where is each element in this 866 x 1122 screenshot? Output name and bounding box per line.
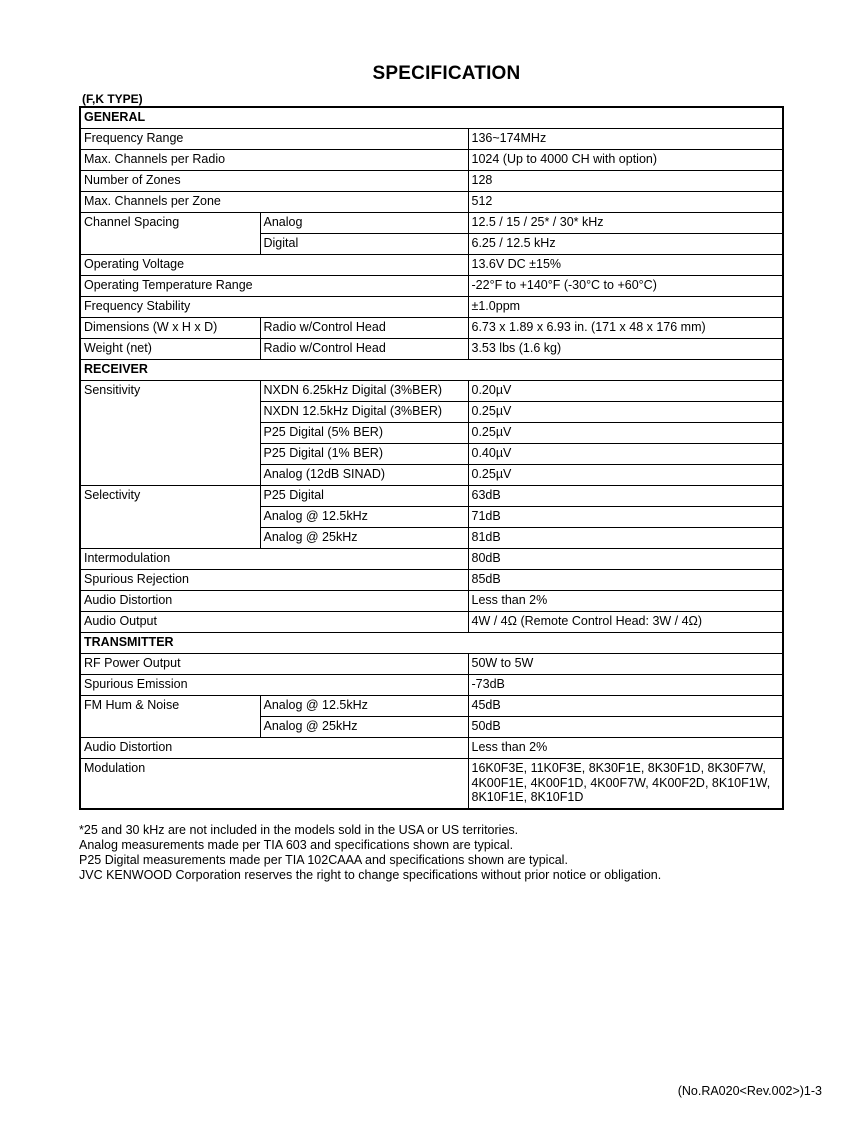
table-row bbox=[80, 675, 783, 696]
row-value: 0.40µV bbox=[468, 444, 783, 465]
row-value: 512 bbox=[468, 192, 783, 213]
row-label: Dimensions (W x H x D) bbox=[80, 318, 260, 339]
row-sublabel: Radio w/Control Head bbox=[260, 318, 468, 339]
row-sublabel: NXDN 12.5kHz Digital (3%BER) bbox=[260, 402, 468, 423]
row-value: Less than 2% bbox=[468, 591, 783, 612]
section-transmitter bbox=[80, 633, 783, 654]
row-value: 50W to 5W bbox=[468, 654, 783, 675]
table-row bbox=[80, 318, 783, 339]
row-label: Intermodulation bbox=[80, 549, 468, 570]
row-label: Spurious Rejection bbox=[80, 570, 468, 591]
row-sublabel: P25 Digital bbox=[260, 486, 468, 507]
row-sublabel: Radio w/Control Head bbox=[260, 339, 468, 360]
row-label: Selectivity bbox=[80, 486, 260, 549]
row-label: RF Power Output bbox=[80, 654, 468, 675]
row-label: Frequency Range bbox=[80, 129, 468, 150]
table-row bbox=[80, 255, 783, 276]
section-header: GENERAL bbox=[80, 107, 783, 129]
table-row bbox=[80, 192, 783, 213]
row-label: Sensitivity bbox=[80, 381, 260, 486]
row-sublabel: Analog @ 25kHz bbox=[260, 528, 468, 549]
row-value: 1024 (Up to 4000 CH with option) bbox=[468, 150, 783, 171]
table-row bbox=[80, 696, 783, 717]
row-value: 6.25 / 12.5 kHz bbox=[468, 234, 783, 255]
table-row bbox=[80, 570, 783, 591]
table-row bbox=[80, 297, 783, 318]
row-value: 3.53 lbs (1.6 kg) bbox=[468, 339, 783, 360]
section-header: TRANSMITTER bbox=[80, 633, 783, 654]
footnote: P25 Digital measurements made per TIA 102CAAA and specifications shown are typical. bbox=[79, 853, 568, 867]
table-row bbox=[80, 339, 783, 360]
row-value: 6.73 x 1.89 x 6.93 in. (171 x 48 x 176 mm) bbox=[468, 318, 783, 339]
table-row bbox=[80, 549, 783, 570]
table-row bbox=[80, 213, 783, 234]
page-footer: (No.RA020<Rev.002>)1-3 bbox=[677, 1084, 822, 1098]
spec-table bbox=[79, 106, 784, 810]
section-general bbox=[80, 107, 783, 129]
footnote: JVC KENWOOD Corporation reserves the right to change specifications without prior notice or obligation. bbox=[79, 868, 662, 882]
row-value: -22°F to +140°F (-30°C to +60°C) bbox=[468, 276, 783, 297]
row-sublabel: P25 Digital (5% BER) bbox=[260, 423, 468, 444]
row-label: Max. Channels per Zone bbox=[80, 192, 468, 213]
row-label: Operating Temperature Range bbox=[80, 276, 468, 297]
row-label: Channel Spacing bbox=[80, 213, 260, 255]
row-label: FM Hum & Noise bbox=[80, 696, 260, 738]
footnote: *25 and 30 kHz are not included in the models sold in the USA or US territories. bbox=[79, 823, 519, 837]
row-label: Audio Output bbox=[80, 612, 468, 633]
row-sublabel: Analog (12dB SINAD) bbox=[260, 465, 468, 486]
row-value: 0.25µV bbox=[468, 423, 783, 444]
table-row bbox=[80, 129, 783, 150]
table-row bbox=[80, 738, 783, 759]
section-receiver bbox=[80, 360, 783, 381]
row-label: Max. Channels per Radio bbox=[80, 150, 468, 171]
row-sublabel: NXDN 6.25kHz Digital (3%BER) bbox=[260, 381, 468, 402]
row-value: -73dB bbox=[468, 675, 783, 696]
row-label: Frequency Stability bbox=[80, 297, 468, 318]
row-value: Less than 2% bbox=[468, 738, 783, 759]
footnotes bbox=[79, 823, 661, 883]
table-row bbox=[80, 381, 783, 402]
row-value: 0.20µV bbox=[468, 381, 783, 402]
table-row bbox=[80, 759, 783, 809]
footnote: Analog measurements made per TIA 603 and specifications shown are typical. bbox=[79, 838, 514, 852]
page-title: SPECIFICATION bbox=[372, 63, 521, 84]
row-sublabel: P25 Digital (1% BER) bbox=[260, 444, 468, 465]
row-value: 45dB bbox=[468, 696, 783, 717]
table-row bbox=[80, 591, 783, 612]
row-value: 80dB bbox=[468, 549, 783, 570]
row-sublabel: Digital bbox=[260, 234, 468, 255]
row-value: 136~174MHz bbox=[468, 129, 783, 150]
table-row bbox=[80, 276, 783, 297]
row-label: Audio Distortion bbox=[80, 738, 468, 759]
row-label: Weight (net) bbox=[80, 339, 260, 360]
type-label: (F,K TYPE) bbox=[82, 92, 143, 106]
row-label: Spurious Emission bbox=[80, 675, 468, 696]
row-value: 12.5 / 15 / 25* / 30* kHz bbox=[468, 213, 783, 234]
row-value: 85dB bbox=[468, 570, 783, 591]
row-value: 0.25µV bbox=[468, 465, 783, 486]
row-label: Number of Zones bbox=[80, 171, 468, 192]
row-value: ±1.0ppm bbox=[468, 297, 783, 318]
row-value: 71dB bbox=[468, 507, 783, 528]
table-row bbox=[80, 171, 783, 192]
row-sublabel: Analog @ 12.5kHz bbox=[260, 507, 468, 528]
row-label: Modulation bbox=[80, 759, 468, 809]
row-label: Audio Distortion bbox=[80, 591, 468, 612]
row-value: 13.6V DC ±15% bbox=[468, 255, 783, 276]
row-sublabel: Analog @ 12.5kHz bbox=[260, 696, 468, 717]
row-value: 50dB bbox=[468, 717, 783, 738]
row-value: 0.25µV bbox=[468, 402, 783, 423]
row-sublabel: Analog @ 25kHz bbox=[260, 717, 468, 738]
row-value: 63dB bbox=[468, 486, 783, 507]
table-row bbox=[80, 612, 783, 633]
table-row bbox=[80, 150, 783, 171]
row-sublabel: Analog bbox=[260, 213, 468, 234]
table-row bbox=[80, 486, 783, 507]
row-label: Operating Voltage bbox=[80, 255, 468, 276]
table-row bbox=[80, 654, 783, 675]
section-header: RECEIVER bbox=[80, 360, 783, 381]
row-value: 4W / 4Ω (Remote Control Head: 3W / 4Ω) bbox=[468, 612, 783, 633]
row-value: 81dB bbox=[468, 528, 783, 549]
row-value: 16K0F3E, 11K0F3E, 8K30F1E, 8K30F1D, 8K30F7W, 4K00F1E, 4K00F1D, 4K00F7W, 4K00F2D, 8K10F1W, 8K10F1E, 8K10F1D bbox=[468, 759, 783, 809]
row-value: 128 bbox=[468, 171, 783, 192]
